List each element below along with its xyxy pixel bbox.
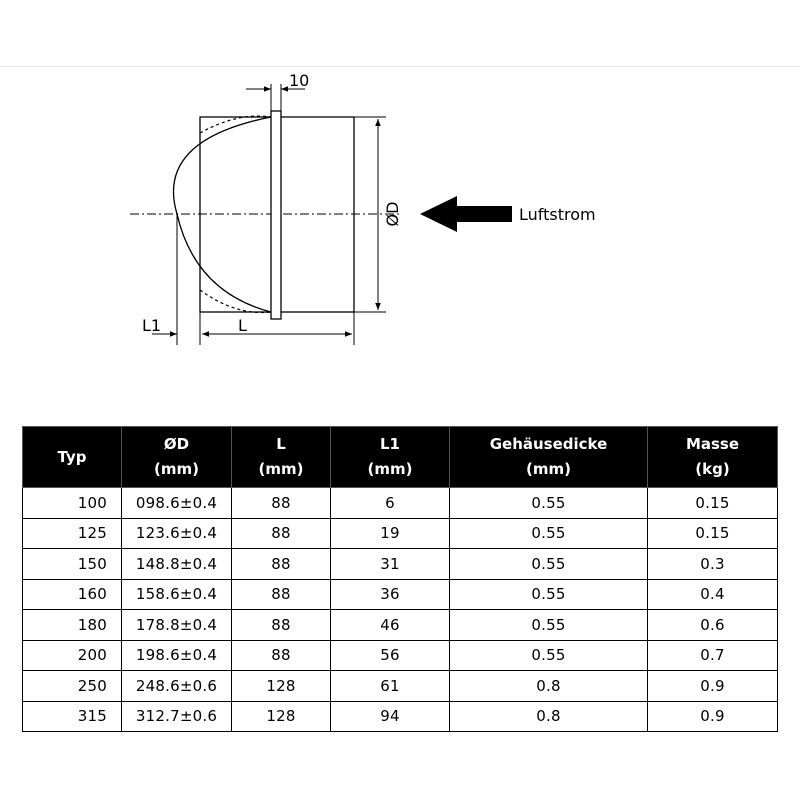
cell-wall-thickness: 0.8 [450, 701, 648, 732]
cell-l1: 19 [331, 518, 450, 549]
airflow-arrow-icon [420, 196, 512, 232]
dim-l-label: L [238, 316, 247, 335]
cell-mass: 0.9 [648, 671, 778, 702]
header-mass: Masse (kg) [648, 427, 778, 488]
cell-l1: 6 [331, 488, 450, 519]
cell-length: 88 [232, 640, 331, 671]
dim-d-label: ØD [383, 201, 402, 227]
header-row [23, 427, 778, 488]
cell-mass: 0.15 [648, 518, 778, 549]
cell-length: 88 [232, 610, 331, 641]
cell-typ: 125 [23, 518, 122, 549]
cell-mass: 0.3 [648, 549, 778, 580]
cell-typ: 100 [23, 488, 122, 519]
cell-diameter: 178.8±0.4 [122, 610, 232, 641]
cell-wall-thickness: 0.55 [450, 610, 648, 641]
cell-diameter: 123.6±0.4 [122, 518, 232, 549]
cell-length: 128 [232, 701, 331, 732]
header-length: L (mm) [232, 427, 331, 488]
cell-length: 88 [232, 549, 331, 580]
table-row [23, 549, 778, 580]
cell-typ: 315 [23, 701, 122, 732]
cell-diameter: 098.6±0.4 [122, 488, 232, 519]
table-row [23, 579, 778, 610]
cell-mass: 0.15 [648, 488, 778, 519]
cell-diameter: 158.6±0.4 [122, 579, 232, 610]
header-diameter: ØD (mm) [122, 427, 232, 488]
cell-diameter: 312.7±0.6 [122, 701, 232, 732]
cell-length: 128 [232, 671, 331, 702]
table-row [23, 488, 778, 519]
table-row [23, 701, 778, 732]
header-wall-thickness: Gehäusedicke (mm) [450, 427, 648, 488]
table-row [23, 671, 778, 702]
cell-mass: 0.7 [648, 640, 778, 671]
cell-l1: 31 [331, 549, 450, 580]
cell-length: 88 [232, 579, 331, 610]
table-row [23, 518, 778, 549]
flange [271, 111, 281, 319]
cell-diameter: 198.6±0.4 [122, 640, 232, 671]
cell-length: 88 [232, 518, 331, 549]
cell-mass: 0.9 [648, 701, 778, 732]
spec-table [22, 426, 778, 732]
cell-wall-thickness: 0.55 [450, 549, 648, 580]
damper-flap-swing [200, 116, 271, 133]
cell-diameter: 148.8±0.4 [122, 549, 232, 580]
cell-mass: 0.6 [648, 610, 778, 641]
dim-l1-label: L1 [142, 316, 162, 335]
cell-typ: 160 [23, 579, 122, 610]
cell-typ: 150 [23, 549, 122, 580]
cell-l1: 61 [331, 671, 450, 702]
airflow-label: Luftstrom [519, 205, 596, 224]
table-row [23, 610, 778, 641]
header-l1: L1 (mm) [331, 427, 450, 488]
cell-diameter: 248.6±0.6 [122, 671, 232, 702]
table-row [23, 640, 778, 671]
cell-typ: 250 [23, 671, 122, 702]
cell-l1: 56 [331, 640, 450, 671]
cell-mass: 0.4 [648, 579, 778, 610]
cell-l1: 94 [331, 701, 450, 732]
header-typ: Typ [23, 427, 122, 488]
cell-typ: 200 [23, 640, 122, 671]
cell-l1: 46 [331, 610, 450, 641]
cell-wall-thickness: 0.8 [450, 671, 648, 702]
cell-wall-thickness: 0.55 [450, 488, 648, 519]
dim-10-label: 10 [289, 71, 310, 90]
cell-wall-thickness: 0.55 [450, 640, 648, 671]
cell-length: 88 [232, 488, 331, 519]
cell-wall-thickness: 0.55 [450, 579, 648, 610]
cell-typ: 180 [23, 610, 122, 641]
cell-l1: 36 [331, 579, 450, 610]
cell-wall-thickness: 0.55 [450, 518, 648, 549]
